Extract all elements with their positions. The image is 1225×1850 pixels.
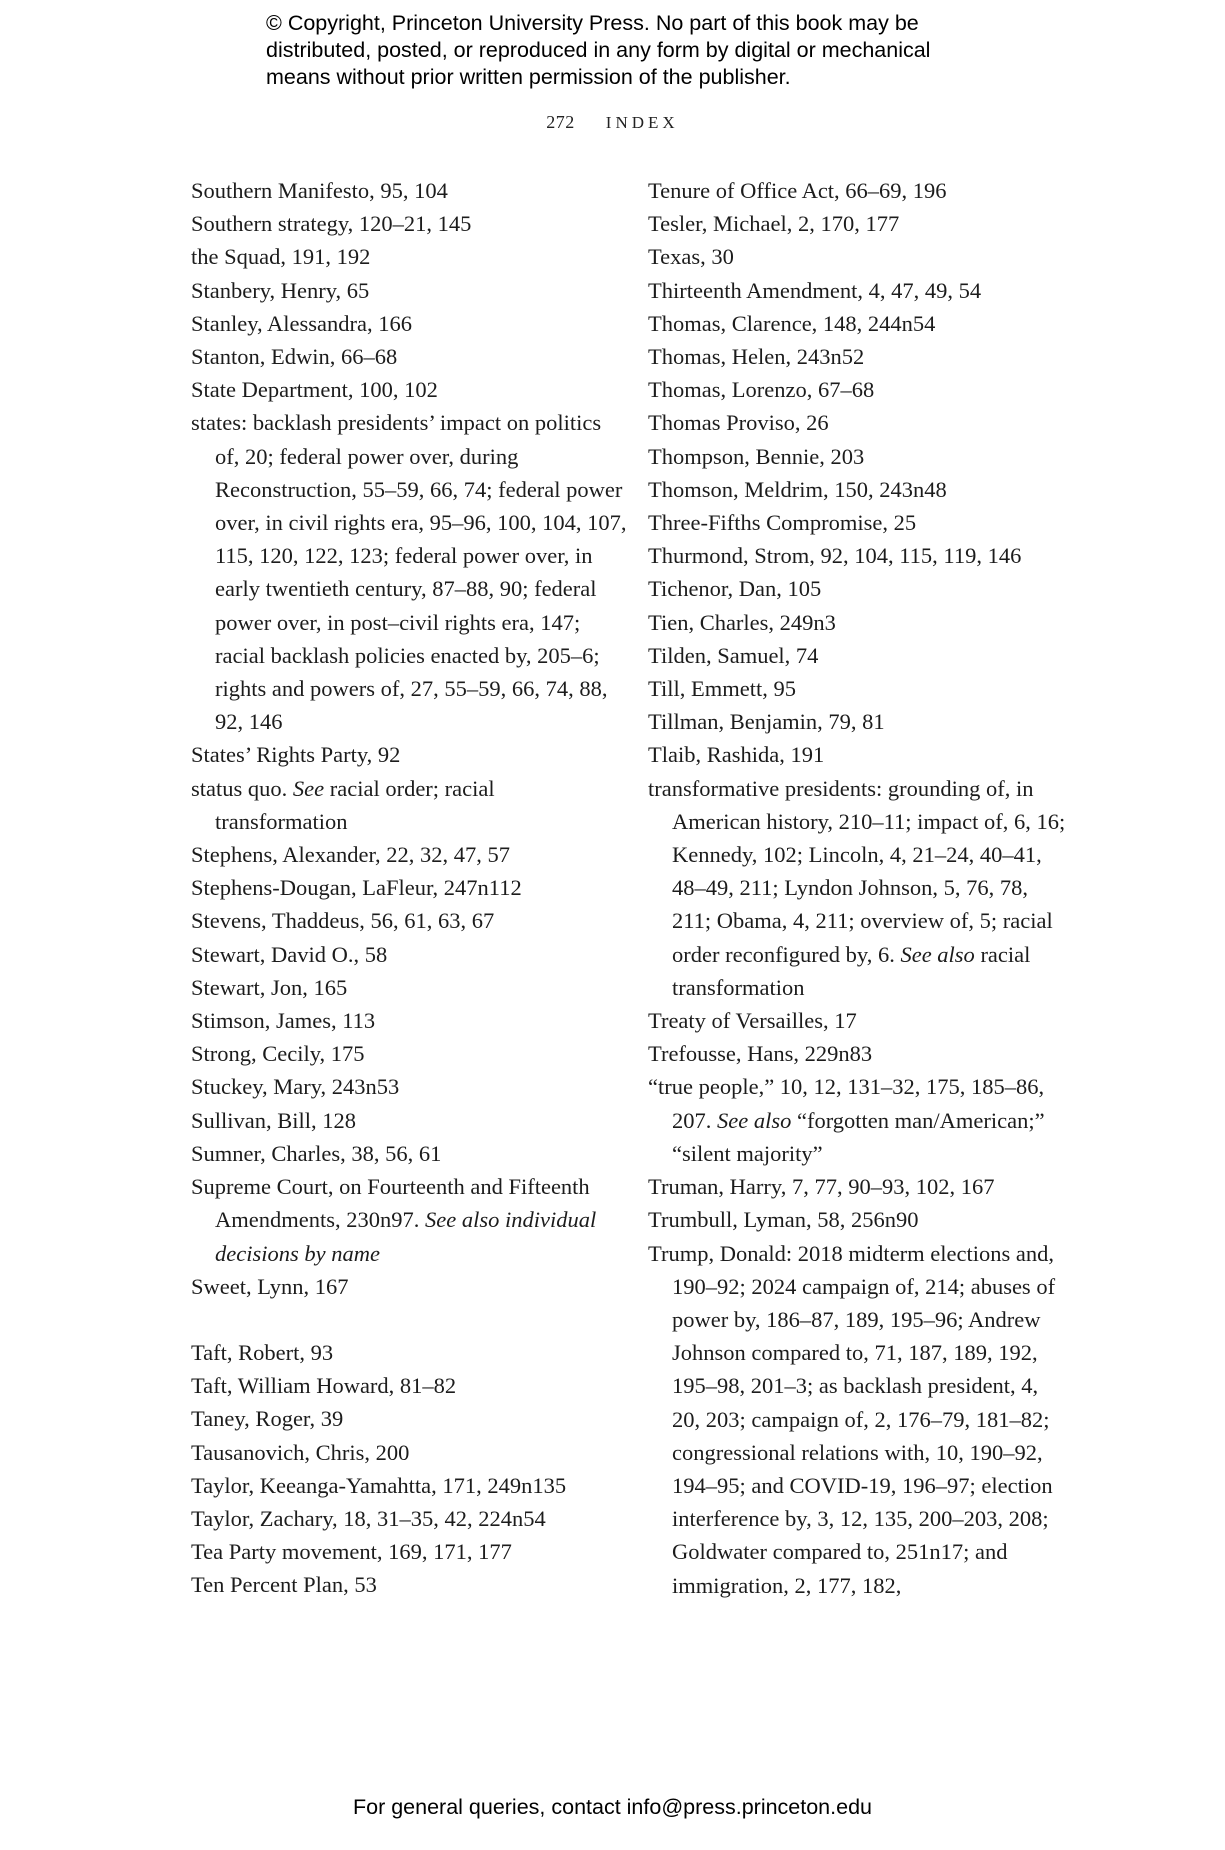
entry-text: Till, Emmett, 95	[648, 676, 796, 702]
index-entry	[191, 240, 631, 273]
index-entry	[191, 1170, 631, 1270]
index-entry	[191, 1469, 631, 1502]
index-entry	[648, 440, 1068, 473]
entry-text: States’ Rights Party, 92	[191, 742, 401, 768]
cross-reference: See	[292, 775, 325, 801]
cross-reference-target: “forgotten man/American;” “silent majority”	[672, 1107, 1045, 1166]
entry-text: Tesler, Michael, 2, 170, 177	[648, 211, 900, 237]
index-entry	[191, 1037, 631, 1070]
entry-text: Stephens, Alexander, 22, 32, 47, 57	[191, 842, 511, 868]
index-entry	[648, 1170, 1068, 1203]
index-entry	[648, 207, 1068, 240]
index-entry	[191, 971, 631, 1004]
entry-text: Stanley, Alessandra, 166	[191, 310, 413, 336]
index-entry	[191, 871, 631, 904]
entry-text: Thirteenth Amendment, 4, 47, 49, 54	[648, 277, 982, 303]
index-entry	[191, 1369, 631, 1402]
index-column-left	[191, 174, 631, 1602]
index-entry	[648, 1237, 1068, 1602]
entry-text: the Squad, 191, 192	[191, 244, 371, 270]
entry-text: Taft, Robert, 93	[191, 1339, 334, 1365]
entry-text: Taft, William Howard, 81–82	[191, 1373, 457, 1399]
entry-text: Stuckey, Mary, 243n53	[191, 1074, 400, 1100]
index-entry	[648, 639, 1068, 672]
index-entry	[191, 904, 631, 937]
entry-text: State Department, 100, 102	[191, 377, 438, 403]
index-entry	[191, 1402, 631, 1435]
index-entry	[648, 1004, 1068, 1037]
entry-text: Thomas, Helen, 243n52	[648, 344, 865, 370]
index-entry	[648, 772, 1068, 1004]
index-entry	[191, 1004, 631, 1037]
index-entry	[648, 738, 1068, 771]
entry-text: Thomas, Lorenzo, 67–68	[648, 377, 875, 403]
index-entry	[191, 274, 631, 307]
index-column-right	[648, 174, 1068, 1602]
index-entry	[191, 738, 631, 771]
index-entry	[191, 174, 631, 207]
index-entry	[648, 705, 1068, 738]
index-entry	[191, 1070, 631, 1103]
entry-text: Taylor, Keeanga-Yamahtta, 171, 249n135	[191, 1472, 567, 1498]
entry-text: Southern strategy, 120–21, 145	[191, 211, 472, 237]
cross-reference-target: racial order; racial transformation	[215, 775, 495, 834]
entry-text: Thompson, Bennie, 203	[648, 443, 865, 469]
entry-text: Thurmond, Strom, 92, 104, 115, 119, 146	[648, 543, 1022, 569]
entry-text: Texas, 30	[648, 244, 734, 270]
entry-text: Ten Percent Plan, 53	[191, 1572, 377, 1598]
entry-text: Tilden, Samuel, 74	[648, 642, 819, 668]
entry-text: Stimson, James, 113	[191, 1008, 376, 1034]
index-entry	[648, 1037, 1068, 1070]
entry-text: status quo.	[191, 775, 293, 801]
entry-text: Stanton, Edwin, 66–68	[191, 344, 398, 370]
entry-text: Trumbull, Lyman, 58, 256n90	[648, 1207, 919, 1233]
entry-text: Thomas, Clarence, 148, 244n54	[648, 310, 936, 336]
index-entry	[648, 274, 1068, 307]
index-entry	[191, 373, 631, 406]
index-entry	[648, 506, 1068, 539]
index-entry	[191, 1436, 631, 1469]
index-entry	[648, 307, 1068, 340]
entry-text: Strong, Cecily, 175	[191, 1041, 365, 1067]
cross-reference-target: racial transformation	[672, 941, 1031, 1000]
entry-text: Taylor, Zachary, 18, 31–35, 42, 224n54	[191, 1505, 546, 1531]
entry-text: Sweet, Lynn, 167	[191, 1273, 349, 1299]
entry-text: Stewart, David O., 58	[191, 941, 388, 967]
cross-reference: See also	[717, 1107, 792, 1133]
entry-text: “true people,” 10, 12, 131–32, 175, 185–86, 207.	[648, 1074, 1045, 1133]
entry-text: Tlaib, Rashida, 191	[648, 742, 825, 768]
index-entry	[191, 1270, 631, 1303]
entry-text: Trump, Donald: 2018 midterm elections and, 190–92; 2024 campaign of, 214; abuses of power by, 186–87, 189, 195–96; Andrew Johnson compared to, 71, 187, 189, 192, 195–98, 201–3; as backlash president, 4, 20, 203; campaign of, 2, 176–79, 181–82; congressional relations with, 10, 190–92, 194–95; and COVID-19, 196–97; election interference by, 3, 12, 135, 200–203, 208; Goldwater compared to, 251n17; and immigration, 2, 177, 182,	[648, 1240, 1056, 1598]
index-entry	[191, 1104, 631, 1137]
entry-text: Three-Fifths Compromise, 25	[648, 510, 917, 536]
index-entry	[648, 1070, 1068, 1170]
index-entry	[191, 772, 631, 838]
index-entry	[648, 539, 1068, 572]
running-head	[0, 112, 1225, 133]
index-entry	[648, 473, 1068, 506]
entry-text: Truman, Harry, 7, 77, 90–93, 102, 167	[648, 1174, 995, 1200]
entry-text: Supreme Court, on Fourteenth and Fifteenth Amendments, 230n97.	[191, 1174, 590, 1233]
entry-text: Tichenor, Dan, 105	[648, 576, 822, 602]
index-entry	[648, 340, 1068, 373]
entry-text: Tillman, Benjamin, 79, 81	[648, 709, 885, 735]
cross-reference: See also	[900, 941, 975, 967]
index-entry	[648, 606, 1068, 639]
index-entry	[191, 838, 631, 871]
entry-text: transformative presidents: grounding of, in American history, 210–11; impact of, 6, 16; Kennedy, 102; Lincoln, 4, 21–24, 40–41, 48–49, 211; Lyndon Johnson, 5, 76, 78, 211; Obama, 4, 211; overview of, 5; racial order reconfigured by, 6.	[648, 775, 1066, 967]
entry-text: Taney, Roger, 39	[191, 1406, 344, 1432]
copyright-notice: © Copyright, Princeton University Press. No part of this book may be distributed, posted, or reproduced in any form by digital or mechanical means without prior written permission of the publisher.	[266, 11, 931, 89]
entry-text: Thomas Proviso, 26	[648, 410, 829, 436]
entry-text: Stanbery, Henry, 65	[191, 277, 370, 303]
entry-text: Tea Party movement, 169, 171, 177	[191, 1539, 512, 1565]
index-entry	[648, 406, 1068, 439]
index-entry	[648, 672, 1068, 705]
index-entry	[191, 1568, 631, 1601]
entry-text: Tenure of Office Act, 66–69, 196	[648, 178, 947, 203]
entry-text: Stewart, Jon, 165	[191, 974, 348, 1000]
entry-text: Southern Manifesto, 95, 104	[191, 178, 448, 203]
section-title: INDEX	[605, 113, 679, 132]
entry-text: Trefousse, Hans, 229n83	[648, 1041, 873, 1067]
entry-text: Thomson, Meldrim, 150, 243n48	[648, 476, 947, 502]
index-entry	[191, 1502, 631, 1535]
footer-contact: For general queries, contact info@press.princeton.edu	[352, 1795, 872, 1819]
index-entry	[191, 1535, 631, 1568]
entry-text: Sullivan, Bill, 128	[191, 1107, 357, 1133]
index-entry	[191, 406, 631, 738]
entry-text: Sumner, Charles, 38, 56, 61	[191, 1140, 442, 1166]
index-entry	[648, 240, 1068, 273]
entry-text: Treaty of Versailles, 17	[648, 1008, 857, 1034]
index-entry	[648, 572, 1068, 605]
index-entry	[191, 1336, 631, 1369]
entry-text: Tausanovich, Chris, 200	[191, 1439, 410, 1465]
index-entry	[191, 307, 631, 340]
index-entry	[191, 1137, 631, 1170]
entry-text: Tien, Charles, 249n3	[648, 609, 836, 635]
index-entry	[191, 938, 631, 971]
entry-text: Stevens, Thaddeus, 56, 61, 63, 67	[191, 908, 495, 934]
index-entry	[648, 174, 1068, 207]
entry-text: Stephens-Dougan, LaFleur, 247n112	[191, 875, 522, 901]
page-number: 272	[546, 112, 575, 132]
index-entry	[648, 1203, 1068, 1236]
index-entry	[648, 373, 1068, 406]
index-entry	[191, 207, 631, 240]
entry-text: states: backlash presidents’ impact on politics of, 20; federal power over, during Reconstruction, 55–59, 66, 74; federal power over, in civil rights era, 95–96, 100, 104, 107, 115, 120, 122, 123; federal power over, in early twentieth century, 87–88, 90; federal power over, in post–civil rights era, 147; racial backlash policies enacted by, 205–6; rights and powers of, 27, 55–59, 66, 74, 88, 92, 146	[191, 410, 627, 735]
cross-reference: See also individual decisions by name	[215, 1207, 597, 1266]
index-entry	[191, 340, 631, 373]
